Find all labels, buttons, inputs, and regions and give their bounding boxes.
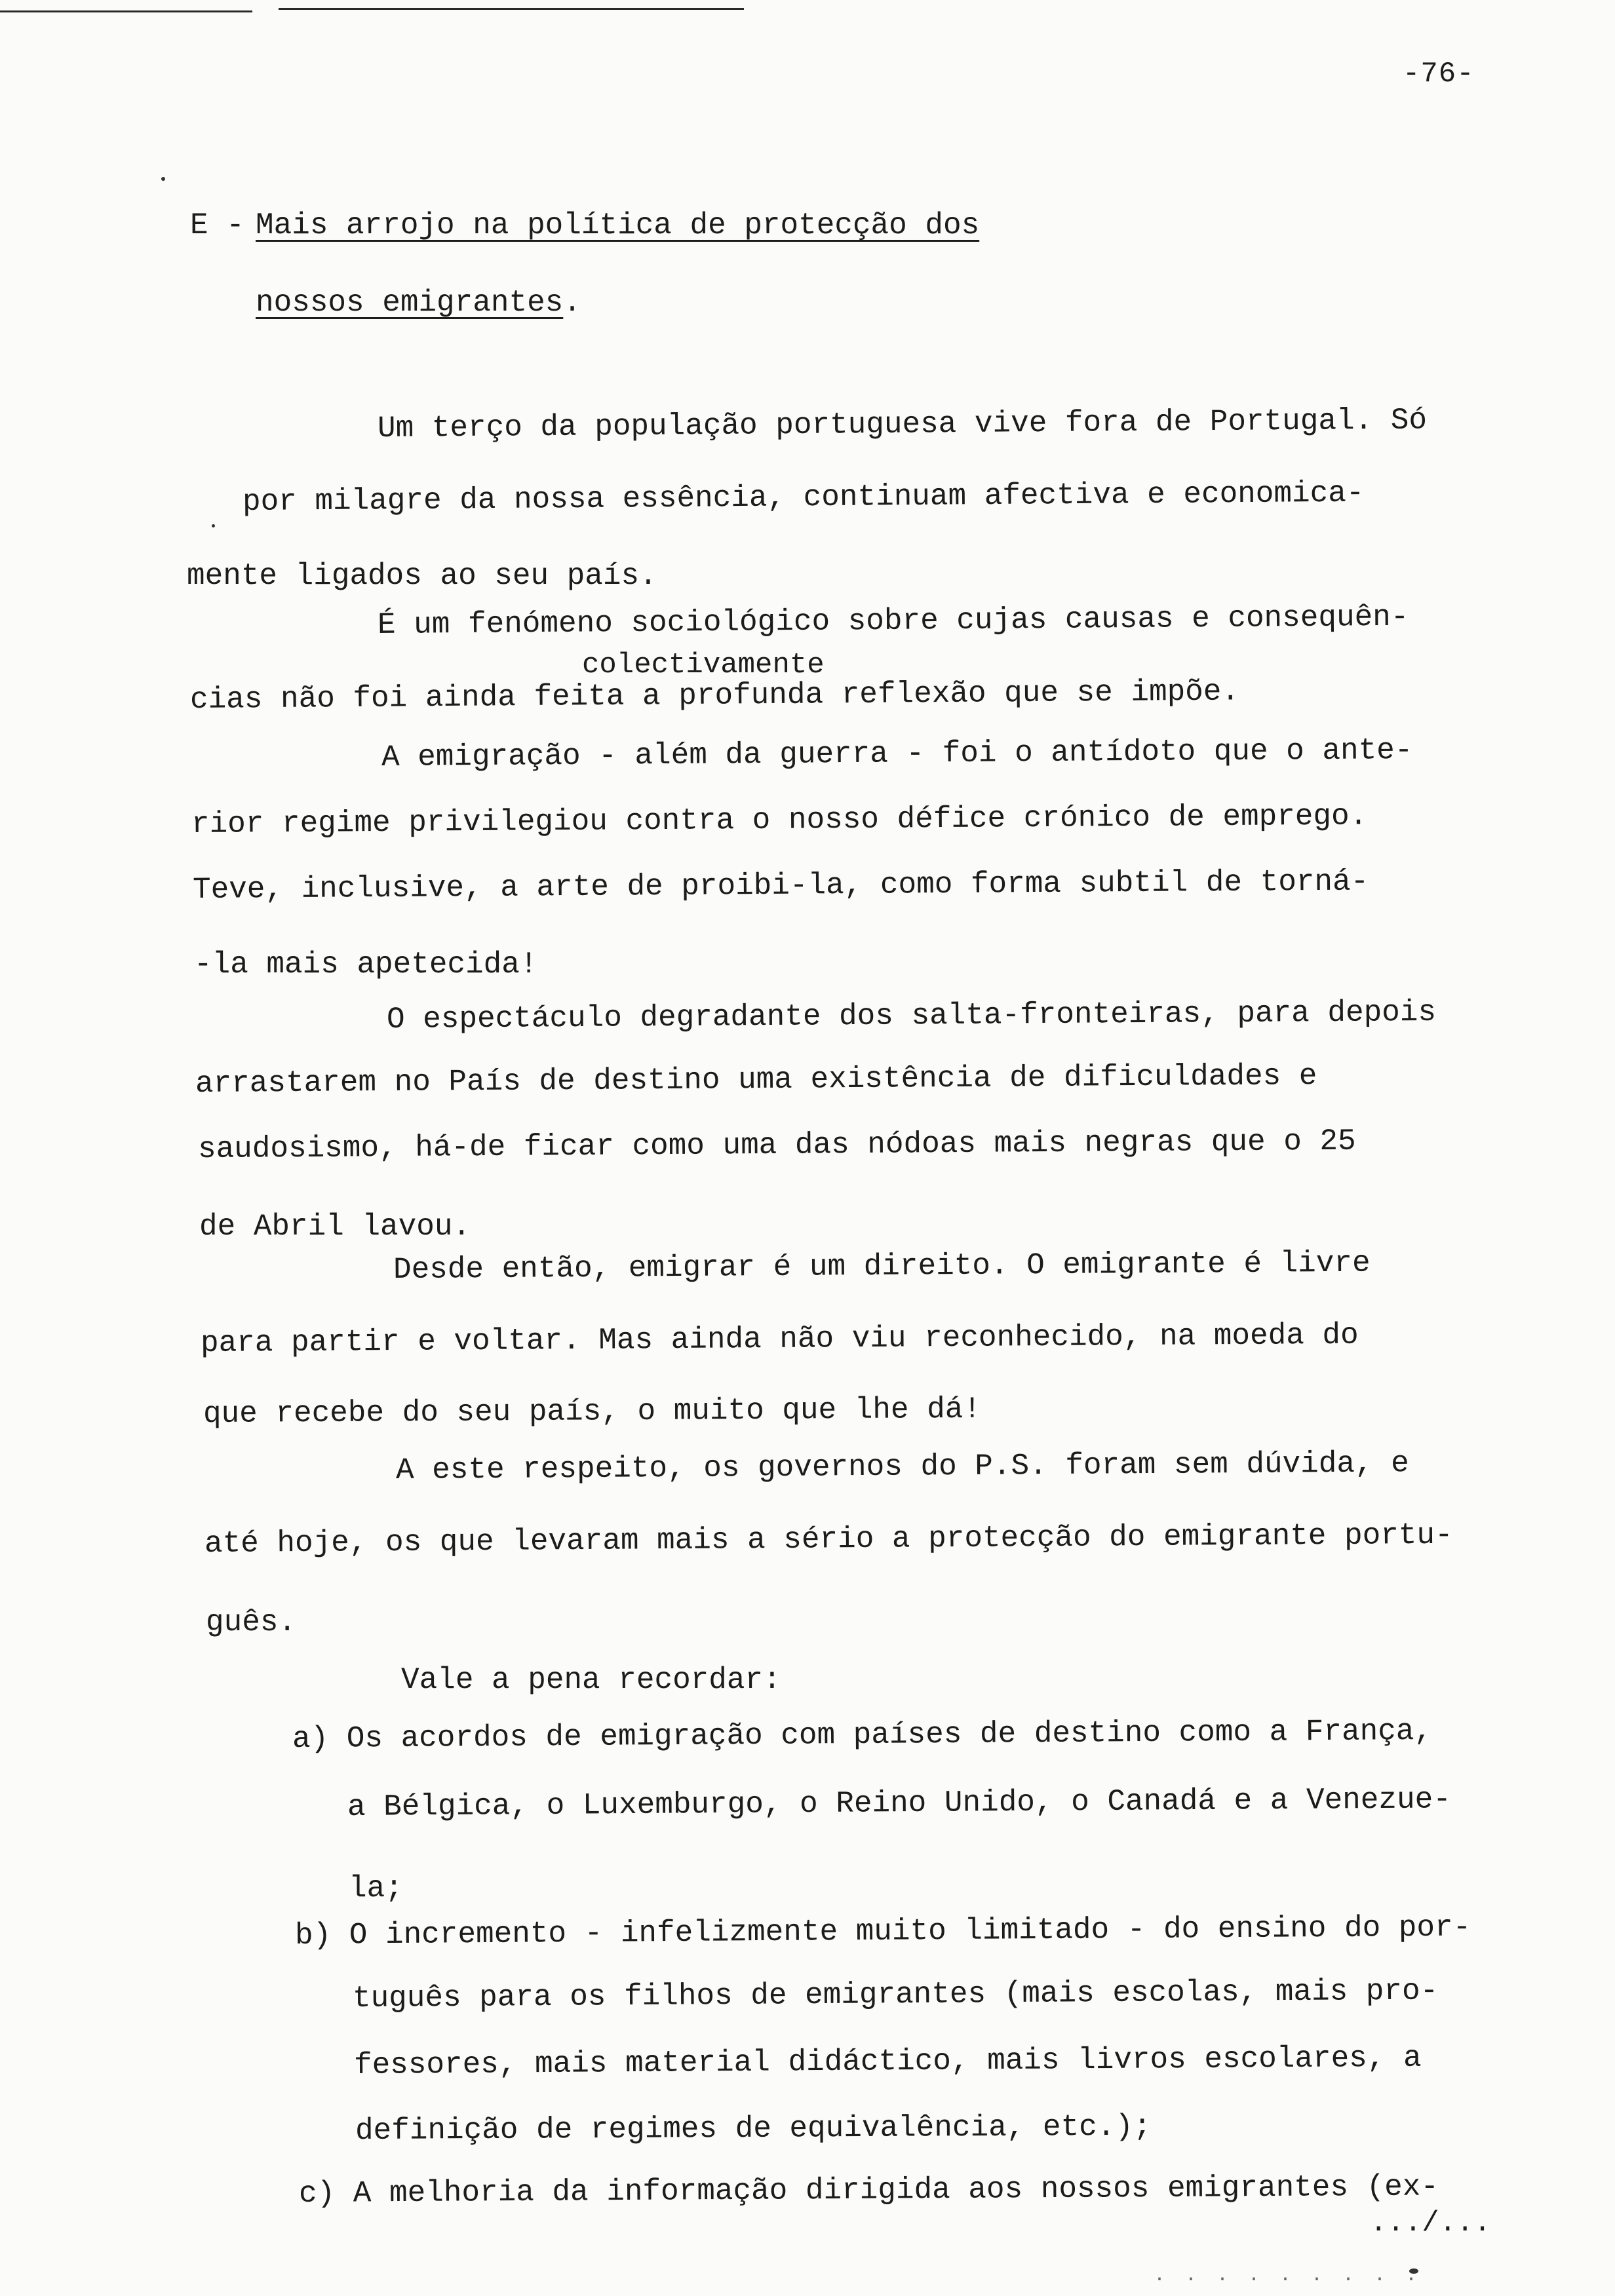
ink-speck — [161, 177, 165, 181]
body-line: cias não foi ainda feita a profunda reflexão que se impõe. — [189, 674, 1240, 717]
ink-speck — [212, 524, 215, 527]
body-line: definição de regimes de equivalência, etc.); — [355, 2109, 1152, 2148]
scan-artifact: · · · · · · · · · — [1154, 2268, 1422, 2291]
page-number: -76- — [1403, 58, 1475, 90]
body-line: a) Os acordos de emigração com países de destino como a França, — [292, 1713, 1433, 1756]
body-line: -la mais apetecida! — [194, 947, 538, 982]
body-line: rior regime privilegiou contra o nosso défice crónico de emprego. — [191, 799, 1368, 841]
body-line: b) O incremento - infelizmente muito limitado - do ensino do por- — [294, 1910, 1471, 1953]
body-line: la; — [349, 1871, 403, 1905]
body-line: arrastarem no País de destino uma existência de dificuldades e — [195, 1059, 1317, 1101]
top-rule-right — [279, 8, 744, 10]
body-line: O espectáculo degradante dos salta-fronteiras, para depois — [386, 995, 1437, 1037]
body-line: A este respeito, os governos do P.S. foram sem dúvida, e — [395, 1446, 1410, 1487]
body-line: mente ligados ao seu país. — [187, 559, 657, 593]
section-title-line2-wrap — [256, 286, 581, 320]
body-line: tuguês para os filhos de emigrantes (mais escolas, mais pro- — [352, 1974, 1439, 2016]
inserted-word: colectivamente — [582, 649, 825, 681]
body-line: para partir e voltar. Mas ainda não viu reconhecido, na moeda do — [200, 1318, 1359, 1360]
body-line: Vale a pena recordar: — [401, 1663, 781, 1697]
body-line: Um terço da população portuguesa vive fora de Portugal. Só — [377, 403, 1428, 446]
top-rule-left — [0, 10, 252, 12]
body-line: até hoje, os que levaram mais a sério a protecção do emigrante portu- — [204, 1518, 1453, 1561]
body-line: Teve, inclusive, a arte de proibi-la, como forma subtil de torná- — [192, 864, 1369, 907]
section-heading — [190, 208, 979, 242]
body-line: de Abril lavou. — [199, 1210, 471, 1244]
body-line: a Bélgica, o Luxemburgo, o Reino Unido, o Canadá e a Venezue- — [347, 1782, 1452, 1824]
section-title-line1: Mais arrojo na política de protecção dos — [256, 208, 980, 242]
section-letter: E - — [190, 208, 244, 242]
body-line: É um fenómeno sociológico sobre cujas causas e consequên- — [377, 600, 1409, 642]
continuation-mark: .../... — [1370, 2207, 1491, 2240]
body-line: por milagre da nossa essência, continuam afectiva e economica- — [242, 476, 1365, 519]
body-line: A emigração - além da guerra - foi o antídoto que o ante- — [381, 733, 1413, 775]
body-line: fessores, mais material didáctico, mais livros escolares, a — [353, 2040, 1422, 2082]
body-line: que recebe do seu país, o muito que lhe dá! — [203, 1392, 982, 1431]
body-line: Desde então, emigrar é um direito. O emigrante é livre — [393, 1246, 1371, 1287]
body-line: saudosismo, há-de ficar como uma das nódoas mais negras que o 25 — [197, 1124, 1356, 1166]
section-title-end: . — [563, 286, 581, 320]
body-line: c) A melhoria da informação dirigida aos nossos emigrantes (ex- — [298, 2170, 1439, 2211]
body-line: guês. — [206, 1605, 297, 1639]
section-title-line2: nossos emigrantes — [256, 286, 564, 320]
